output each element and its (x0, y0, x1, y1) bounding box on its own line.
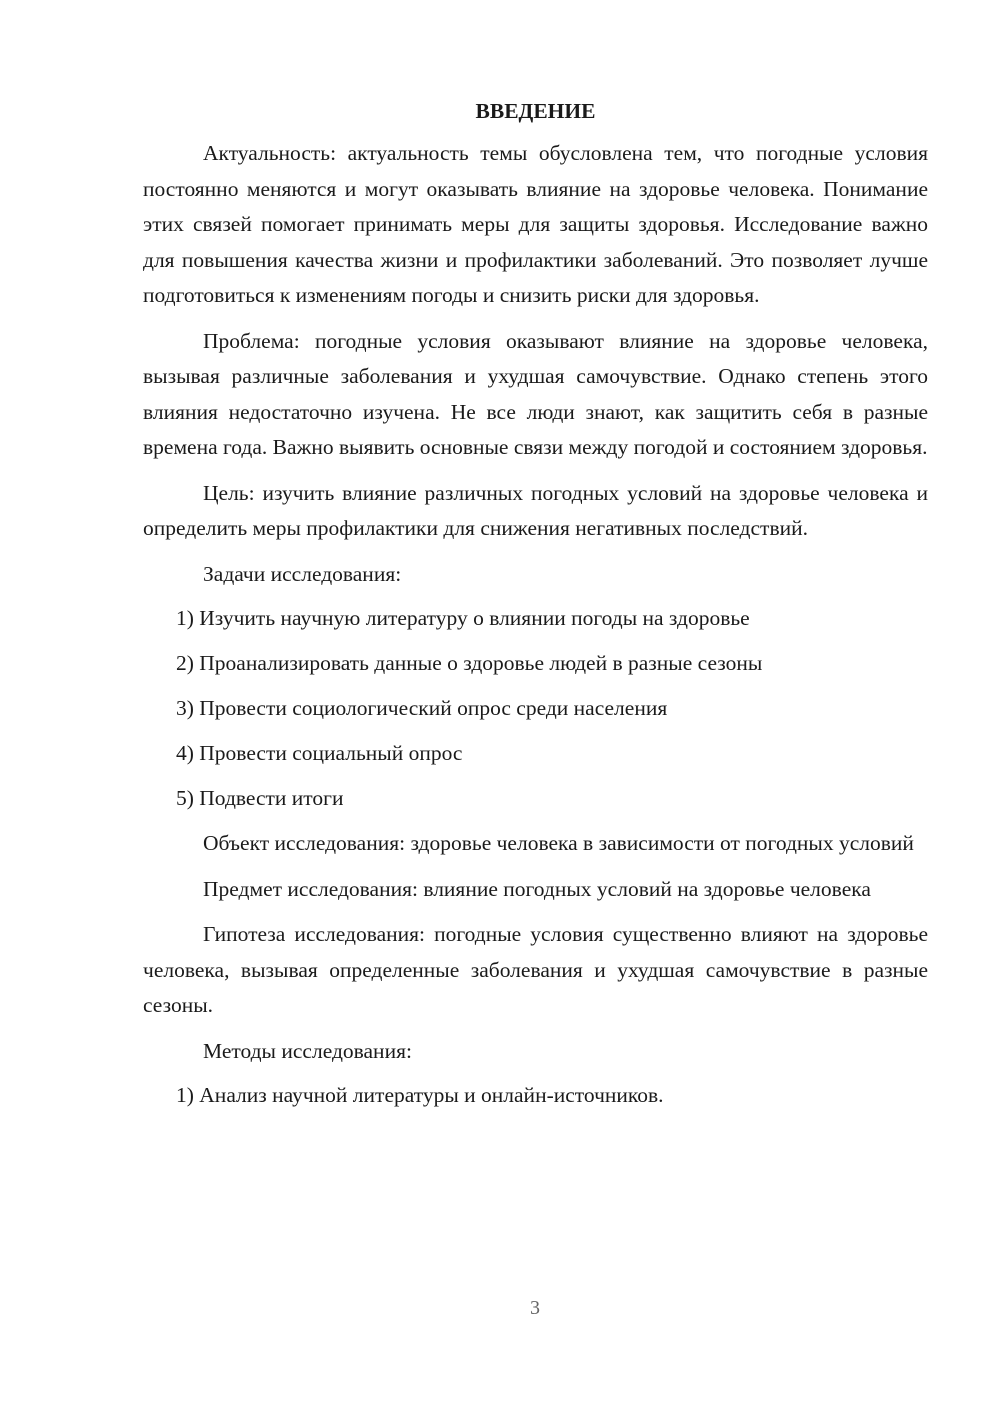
page-content (143, 96, 928, 1123)
task-item-5: 5) Подвести итоги (176, 786, 344, 810)
relevance-paragraph: Актуальность: актуальность темы обусловлена тем, что погодные условия постоянно меняются и могут оказывать влияние на здоровье человека. Понимание этих связей помогает принимать меры для защиты здоровья. Исследование важно для повышения качества жизни и профилактики заболеваний. Это позволяет лучше подготовиться к изменениям погоды и снизить риски для здоровья. (143, 141, 928, 307)
page-number: 3 (530, 1297, 540, 1319)
subject-paragraph: Предмет исследования: влияние погодных условий на здоровье человека (203, 876, 871, 901)
tasks-heading: Задачи исследования: (203, 561, 402, 586)
method-item-1: 1) Анализ научной литературы и онлайн-источников. (176, 1083, 664, 1107)
page-title: ВВЕДЕНИЕ (475, 99, 596, 123)
hypothesis-paragraph: Гипотеза исследования: погодные условия существенно влияют на здоровье человека, вызывая определенные заболевания и ухудшая самочувствие в разные сезоны. (143, 922, 928, 1017)
goal-paragraph: Цель: изучить влияние различных погодных условий на здоровье человека и определить меры профилактики для снижения негативных последствий. (143, 480, 928, 540)
task-item-2: 2) Проанализировать данные о здоровье людей в разные сезоны (176, 651, 763, 675)
task-item-3: 3) Провести социологический опрос среди населения (176, 696, 668, 720)
object-paragraph: Объект исследования: здоровье человека в зависимости от погодных условий (203, 831, 914, 855)
problem-paragraph: Проблема: погодные условия оказывают влияние на здоровье человека, вызывая различные заболевания и ухудшая самочувствие. Однако степень этого влияния недостаточно изучена. Не все люди знают, как защитить себя в разные времена года. Важно выявить основные связи между погодой и состоянием здоровья. (143, 328, 928, 459)
task-item-1: 1) Изучить научную литературу о влиянии погоды на здоровье (176, 606, 750, 630)
methods-heading: Методы исследования: (203, 1038, 412, 1063)
task-item-4: 4) Провести социальный опрос (176, 741, 463, 765)
